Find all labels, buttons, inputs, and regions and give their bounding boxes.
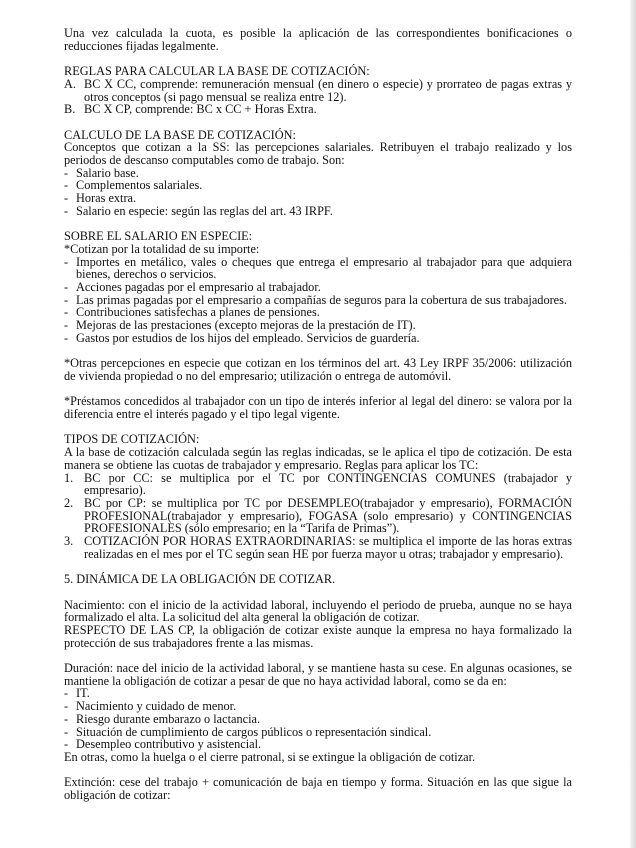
list-item: 2. BC por CP: se multiplica por TC por DESEMPLEO(trabajador y empresario), FORMACIÓN PROFESIONAL(trabajador y empresario), FOGASA (solo empresario) y CONTINGENCIAS PROFESIONALES (sólo empresario; en la “Tarifa de Primas”). xyxy=(64,495,572,536)
otras-situaciones-paragraph: En otras, como la huelga o el cierre patronal, si se extingue la obligación de cotizar. xyxy=(64,749,476,764)
page-edge-shadow xyxy=(630,0,636,848)
duracion-list xyxy=(64,687,572,751)
list-item: - Horas extra. xyxy=(64,191,137,206)
list-item: - Acciones pagadas por el empresario al trabajador. xyxy=(64,280,321,295)
list-item: - Riesgo durante embarazo o lactancia. xyxy=(64,711,261,726)
dinamica-heading: 5. DINÁMICA DE LA OBLIGACIÓN DE COTIZAR. xyxy=(64,572,336,587)
reglas-list xyxy=(64,78,572,116)
calculo-paragraph: Conceptos que cotizan a la SS: las percepciones salariales. Retribuyen el trabajo realizado y los periodos de descanso computables como de trabajo. Son: xyxy=(64,140,572,167)
list-item: - Salario base. xyxy=(64,165,139,180)
salario-heading: SOBRE EL SALARIO EN ESPECIE: xyxy=(64,229,253,244)
calculo-list xyxy=(64,167,572,218)
list-item: - Salario en especie: según las reglas del art. 43 IRPF. xyxy=(64,203,333,218)
list-item: - Importes en metálico, vales o cheques que entrega el empresario al trabajador para que adquiera bienes, derechos o servicios. xyxy=(64,254,572,282)
prestamos-paragraph: *Préstamos concedidos al trabajador con un tipo de interés inferior al legal del dinero: se valora por la diferencia entre el interés pagado y el tipo legal vigente. xyxy=(64,394,572,422)
list-item: - Desempleo contributivo y asistencial. xyxy=(64,737,262,752)
tipos-paragraph: A la base de cotización calculada según las reglas indicadas, se le aplica el tipo de cotización. De esta manera se obtiene las cuotas de trabajador y empresario. Reglas para aplicar los TC: xyxy=(64,445,572,472)
list-item: - Complementos salariales. xyxy=(64,178,203,193)
nacimiento-paragraph: Nacimiento: con el inicio de la actividad laboral, incluyendo el periodo de prueba, aunque no se haya formalizado el alta. La solicitud del alta general la obligación de cotizar. xyxy=(64,597,572,625)
list-item: 1. BC por CC: se multiplica por el TC por CONTINGENCIAS COMUNES (trabajador y empresario). xyxy=(64,470,572,498)
list-item: A. BC X CC, comprende: remuneración mensual (en dinero o especie) y prorrateo de pagas extras y otros conceptos (si pago mensual se realiza entre 12). xyxy=(64,76,572,104)
list-item: 3. COTIZACIÓN POR HORAS EXTRAORDINARIAS: se multiplica el importe de las horas extras realizadas en el mes por el TC según sean HE por fuerza mayor u otras; trabajador y empresario). xyxy=(64,534,572,561)
list-item: - Las primas pagadas por el empresario a compañías de seguros para la cobertura de sus trabajadores. xyxy=(64,292,567,307)
salario-intro: *Cotizan por la totalidad de su importe: xyxy=(64,241,260,256)
document-content xyxy=(64,27,572,802)
list-item: - Situación de cumplimiento de cargos públicos o representación sindical. xyxy=(64,724,432,739)
list-item: B. BC X CP, comprende: BC x CC + Horas Extra. xyxy=(64,102,317,117)
list-item: - IT. xyxy=(64,686,90,701)
list-item: - Contribuciones satisfechas a planes de pensiones. xyxy=(64,305,320,320)
list-item: - Nacimiento y cuidado de menor. xyxy=(64,699,237,714)
respecto-paragraph: RESPECTO DE LAS CP, la obligación de cotizar existe aunque la empresa no haya formalizado la protección de sus trabajadores frente a las mismas. xyxy=(64,622,572,650)
calculo-heading: CALCULO DE LA BASE DE COTIZACIÓN: xyxy=(64,127,296,142)
list-item: - Mejoras de las prestaciones (excepto mejoras de la prestación de IT). xyxy=(64,318,416,333)
otras-percepciones-paragraph: *Otras percepciones en especie que cotizan en los términos del art. 43 Ley IRPF 35/2006: utilización de vivienda propiedad o no del empresario; utilización o entrega de automóvil. xyxy=(64,356,572,383)
reglas-heading: REGLAS PARA CALCULAR LA BASE DE COTIZACIÓN: xyxy=(64,64,370,79)
tipos-list xyxy=(64,472,572,561)
salario-list xyxy=(64,256,572,345)
intro-paragraph: Una vez calculada la cuota, es posible la aplicación de las correspondientes bonificaciones o reducciones fijadas legalmente. xyxy=(64,26,572,53)
tipos-heading: TIPOS DE COTIZACIÓN: xyxy=(64,432,200,447)
extincion-paragraph: Extinción: cese del trabajo + comunicación de baja en tiempo y forma. Situación en las que sigue la obligación de cotizar: xyxy=(64,775,572,803)
list-item: - Gastos por estudios de los hijos del empleado. Servicios de guardería. xyxy=(64,330,420,345)
duracion-paragraph: Duración: nace del inicio de la actividad laboral, y se mantiene hasta su cese. En algunas ocasiones, se mantiene la obligación de cotizar a pesar de que no haya actividad laboral, como se da en: xyxy=(64,661,572,688)
